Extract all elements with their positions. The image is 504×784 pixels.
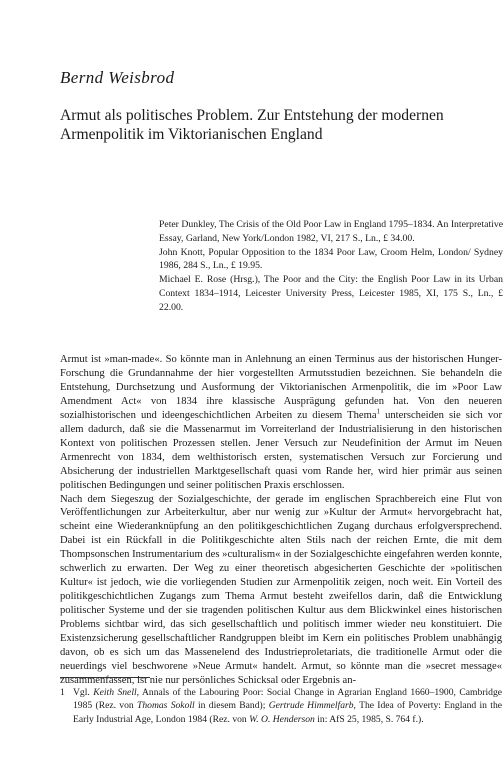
footnote-text-e: in: AfS 25, 1985, S. 764 f.). [314,713,424,725]
article-body [60,353,502,688]
footnote-author-himmelfarb: Gertrude Himmelfarb [268,700,354,712]
reviewed-book-knott: John Knott, Popular Opposition to the 1834 Poor Law, Croom Helm, London/ Sydney 1986, 284 S., Ln., £ 19.95. [159,246,503,272]
reviewed-book-dunkley: Peter Dunkley, The Crisis of the Old Poor Law in England 1795–1834. An Interpretative Essay, Garland, New York/London 1982, VI, 217 S., Ln., £ 34.00. [159,219,503,244]
body-paragraph-1-part-b: unterscheiden sie sich vor allem dadurch, daß sie die Massenarmut im Vorreiterland der Industrialisierung in den historischen Kontext von politischen Prozessen stellen. Jener Versuch zur Neudefinition der Armut im Neuen Armenrecht von 1834, dem welthistorisch ersten, systematischen Versuch zur Forcierung und Absicherung der industriellen Marktgesellschaft quasi vom Rande her, wird hier primär aus seinen politischen Bedingungen und seiner politischen Praxis erschlossen. [60,409,502,491]
author-name: Bernd Weisbrod [60,68,175,87]
footnote-author-henderson: W. O. Henderson [249,713,315,725]
body-paragraph-1-part-a: Armut ist »man-made«. So könnte man in Anlehnung an einen Terminus aus der historischen Hunger-Forschung die Grundannahme der hier vorgestellten Armutsstudien bezeichnen. Sie behandeln die Entstehung, Durchsetzung und Ausformung der Viktorianischen Armenpolitik, die im »Poor Law Amendment Act« von 1834 ihre klassische Ausprägung gefunden hat. Von den neueren sozialhistorischen und ideengeschichtlichen Arbeiten zu diesem Thema [60,354,502,421]
reviewed-book-rose: Michael E. Rose (Hrsg.), The Poor and the City: the English Poor Law in its Urban Context 1834–1914, Leicester University Press, Leicester 1985, XI, 175 S., Ln., £ 22.00. [159,274,503,313]
footnote-reference-1[interactable]: 1 [376,407,381,416]
footnote-text-d: , The Idea of Poverty: England in the Early Industrial Age, London 1984 (Rez. von [73,700,503,725]
footnote-1 [60,686,502,726]
footnote-text-a: Vgl. [73,687,94,698]
footnote-author-snell: Keith Snell [93,687,137,698]
body-paragraph-1 [60,353,502,493]
reviewed-books [159,218,503,315]
footnote-text-c: in diesem Band); [194,700,269,712]
article-title [60,106,500,144]
article-title-line-1: Armut als politisches Problem. Zur Entstehung der modernen [60,107,444,124]
footnote-divider [60,677,150,678]
footnote-text [73,686,502,726]
footnote-author-sokoll: Thomas Sokoll [137,700,195,712]
footnote-number: 1 [60,687,65,698]
footnote-text-b: , Annals of the Labouring Poor: Social Change in Agrarian England 1660–1900, Cambridge 1985 (Rez. von [73,687,502,712]
article-title-line-2: Armenpolitik im Viktorianischen England [60,126,323,143]
body-paragraph-2: Nach dem Siegeszug der Sozialgeschichte, der gerade im englischen Sprachbereich eine Flut von Veröffentlichungen zur Arbeiterkultur, aber nur wenig zur »Kultur der Armut« hervorgebracht hat, scheint eine Wiederanknüpfung an den politikgeschichtlichen Zugang durchaus erfolgversprechend. Dabei ist ein Rückfall in die Politikgeschichte alten Stils nach der reichen Ernte, die mit dem Thompsonschen Instrumentarium des »culturalism« in der Sozialgeschichte eingefahren werden konnte, schwerlich zu erwarten. Der Weg zu einer theoretisch abgesicherten Geschichte der »politischen Kultur« ist jedoch, wie die vorliegenden Studien zur Armenpolitik zeigen, noch weit. Ein Vorteil des politikgeschichtlichen Zugangs zum Thema Armut besteht zweifellos darin, daß die Entwicklung politischer Systeme und der sie tragenden politischen Kultur aus dem Blickwinkel eines historischen Problems sichtbar wird, das sich gesellschaftlich und politisch immer wieder neu konstituiert. Die Existenzsicherung gesellschaftlicher Randgruppen bleibt im Kern ein politisches Problem unabhängig davon, ob es sich um das Massenelend des Industrieproletariats, die traditionelle Armut oder die neuerdings viel beschworene »Neue Armut« handelt. Armut, so könnte man die »secret message« zusammenfassen, ist nie nur persönliches Schicksal oder Ergebnis an- [60,493,502,686]
